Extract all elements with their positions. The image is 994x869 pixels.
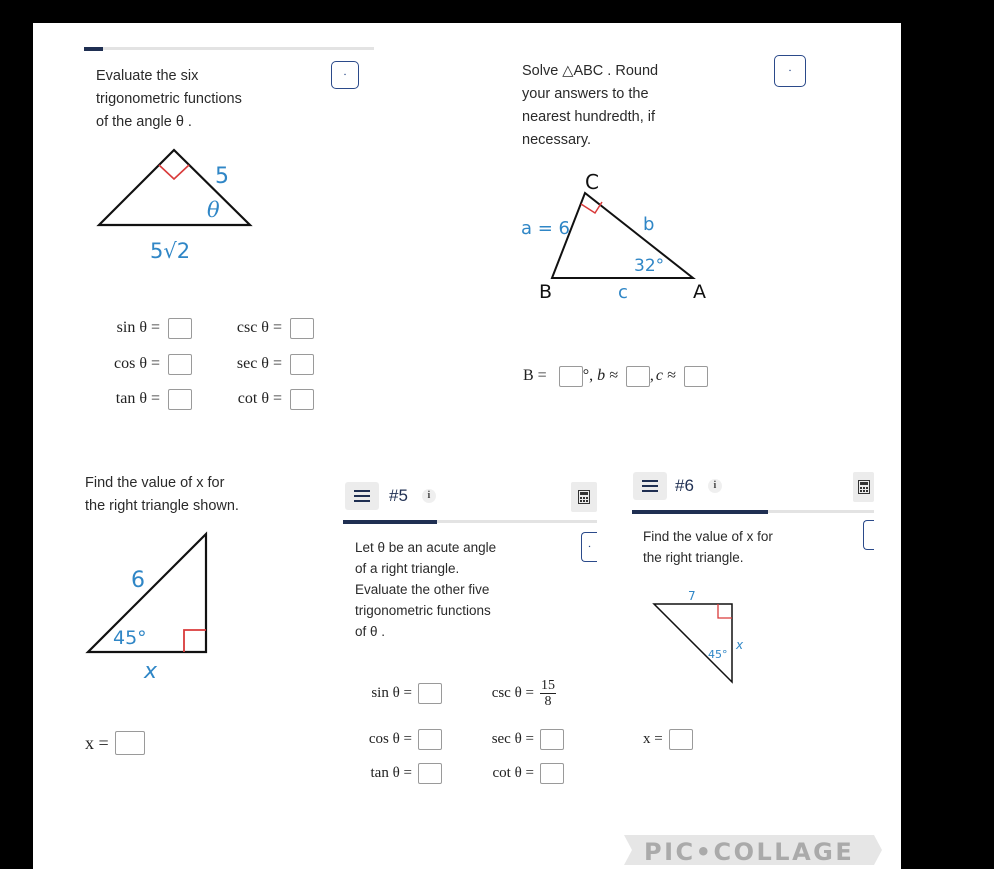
panel-3-triangle-figure <box>80 528 220 688</box>
question-number: #5 <box>389 486 408 505</box>
triangle-abc <box>552 193 693 278</box>
triangle <box>654 604 732 682</box>
x-input[interactable] <box>669 729 693 750</box>
hypotenuse-label: 5√2 <box>150 239 191 263</box>
tan-input[interactable] <box>418 763 442 784</box>
vertex-c: C <box>585 170 599 194</box>
side-a-label: a = 6 <box>521 218 571 239</box>
panel-6-instruction: Find the value of x for the right triangle. <box>643 529 773 565</box>
side-b-label: b <box>643 214 655 235</box>
panel-3-answer <box>85 731 145 755</box>
side-c-approx-label: c ≈ <box>655 367 676 384</box>
panel-5-progress-fill <box>343 520 437 524</box>
calculator-icon <box>858 480 870 494</box>
panel-6-triangle-figure <box>650 586 760 686</box>
vertex-b: B <box>539 281 553 303</box>
csc-label: csc θ = <box>491 684 534 701</box>
cot-input[interactable] <box>290 389 314 410</box>
side-c-label: c <box>618 282 628 303</box>
panel-5-tool-button[interactable] <box>581 532 597 562</box>
panel-5-header <box>345 482 436 510</box>
panel-6-tool-button[interactable] <box>863 520 874 550</box>
side-label-5: 5 <box>215 164 229 189</box>
panel-1-graph-tool-button[interactable] <box>331 61 359 89</box>
panel-2-instruction: Solve △ABC . Round your answers to the nearest hundredth, if necessary. <box>522 63 659 148</box>
csc-value-fraction <box>540 678 556 709</box>
tan-label: tan θ = <box>370 764 412 781</box>
x-label: x <box>144 659 158 684</box>
side-c-input[interactable] <box>684 366 708 387</box>
angle-label: 45° <box>113 627 147 649</box>
angle-b-input[interactable] <box>559 366 583 387</box>
panel-6-header <box>633 472 722 500</box>
right-angle-marker <box>159 165 189 179</box>
answer-row <box>356 762 564 784</box>
panel-2-answers <box>523 365 708 387</box>
sin-input[interactable] <box>418 683 442 704</box>
sec-input[interactable] <box>540 729 564 750</box>
panel-5-instruction: Let θ be an acute angle of a right triangle. Evaluate the other five trigonometric functions of θ . <box>355 540 497 639</box>
answer-row <box>356 676 564 710</box>
sin-input[interactable] <box>168 318 192 339</box>
x-label: x <box>736 638 744 652</box>
answer-row <box>96 388 314 410</box>
b-angle-label: B = <box>523 367 547 384</box>
answer-row <box>96 353 314 375</box>
panel-3-instruction: Find the value of x for the right triangle shown. <box>85 475 239 514</box>
cos-label: cos θ = <box>368 730 412 747</box>
fraction-numerator: 15 <box>541 677 555 693</box>
question-number: #6 <box>675 476 694 495</box>
side-b-input[interactable] <box>626 366 650 387</box>
info-icon[interactable]: i <box>422 489 436 503</box>
menu-button[interactable] <box>633 472 667 500</box>
comma: , <box>649 367 654 384</box>
side-b-approx-label: b ≈ <box>597 367 618 384</box>
cos-input[interactable] <box>418 729 442 750</box>
sin-label: sin θ = <box>116 319 160 336</box>
panel-1-progress-fill <box>84 47 103 51</box>
graph-icon: ▪ <box>789 68 791 74</box>
panel-6-calculator-button[interactable] <box>853 472 874 502</box>
hamburger-icon <box>642 480 658 492</box>
angle-label: 32° <box>634 256 665 276</box>
graph-icon: ▪ <box>588 544 591 550</box>
angle-label: 45° <box>708 648 728 661</box>
top-side-label: 7 <box>688 589 696 603</box>
panel-6-answer <box>643 728 693 750</box>
tan-label: tan θ = <box>115 390 160 407</box>
panel-1-instruction: Evaluate the six trigonometric functions of the angle θ . <box>96 68 242 130</box>
graph-icon: ▪ <box>344 72 346 78</box>
cos-input[interactable] <box>168 354 192 375</box>
panel-5-answers <box>356 676 564 784</box>
panel-1-answers <box>96 317 314 410</box>
sin-label: sin θ = <box>371 684 412 701</box>
sec-input[interactable] <box>290 354 314 375</box>
x-equals-label: x = <box>643 730 663 747</box>
x-equals-label: x = <box>85 732 109 753</box>
csc-label: csc θ = <box>236 319 282 336</box>
sec-label: sec θ = <box>236 355 282 372</box>
sec-label: sec θ = <box>491 730 534 747</box>
cos-label: cos θ = <box>113 355 160 372</box>
pic-collage-watermark <box>624 831 882 869</box>
hypotenuse-label: 6 <box>131 568 145 593</box>
menu-button[interactable] <box>345 482 379 510</box>
panel-2-graph-tool-button[interactable] <box>774 55 806 87</box>
right-angle-marker <box>184 630 206 652</box>
triangle <box>88 534 206 652</box>
cot-input[interactable] <box>540 763 564 784</box>
watermark-text: PIC•COLLAGE <box>644 838 855 866</box>
panel-5-calculator-button[interactable] <box>571 482 597 512</box>
cot-label: cot θ = <box>492 764 534 781</box>
csc-input[interactable] <box>290 318 314 339</box>
angle-label-theta: θ <box>207 198 220 222</box>
degree-sign: °, <box>582 367 594 384</box>
info-icon[interactable]: i <box>708 479 722 493</box>
panel-1-progress-track <box>84 47 374 50</box>
right-angle-marker <box>718 604 732 618</box>
panel-1-triangle-figure <box>90 140 270 270</box>
tan-input[interactable] <box>168 389 192 410</box>
panel-2-triangle-figure <box>515 168 720 303</box>
hamburger-icon <box>354 490 370 502</box>
answer-row <box>356 728 564 750</box>
cot-label: cot θ = <box>237 390 282 407</box>
calculator-icon <box>578 490 590 504</box>
panel-6-progress-fill <box>632 510 768 514</box>
fraction-denominator: 8 <box>544 693 552 709</box>
x-input[interactable] <box>115 731 145 755</box>
answer-row <box>96 317 314 339</box>
vertex-a: A <box>693 281 706 303</box>
